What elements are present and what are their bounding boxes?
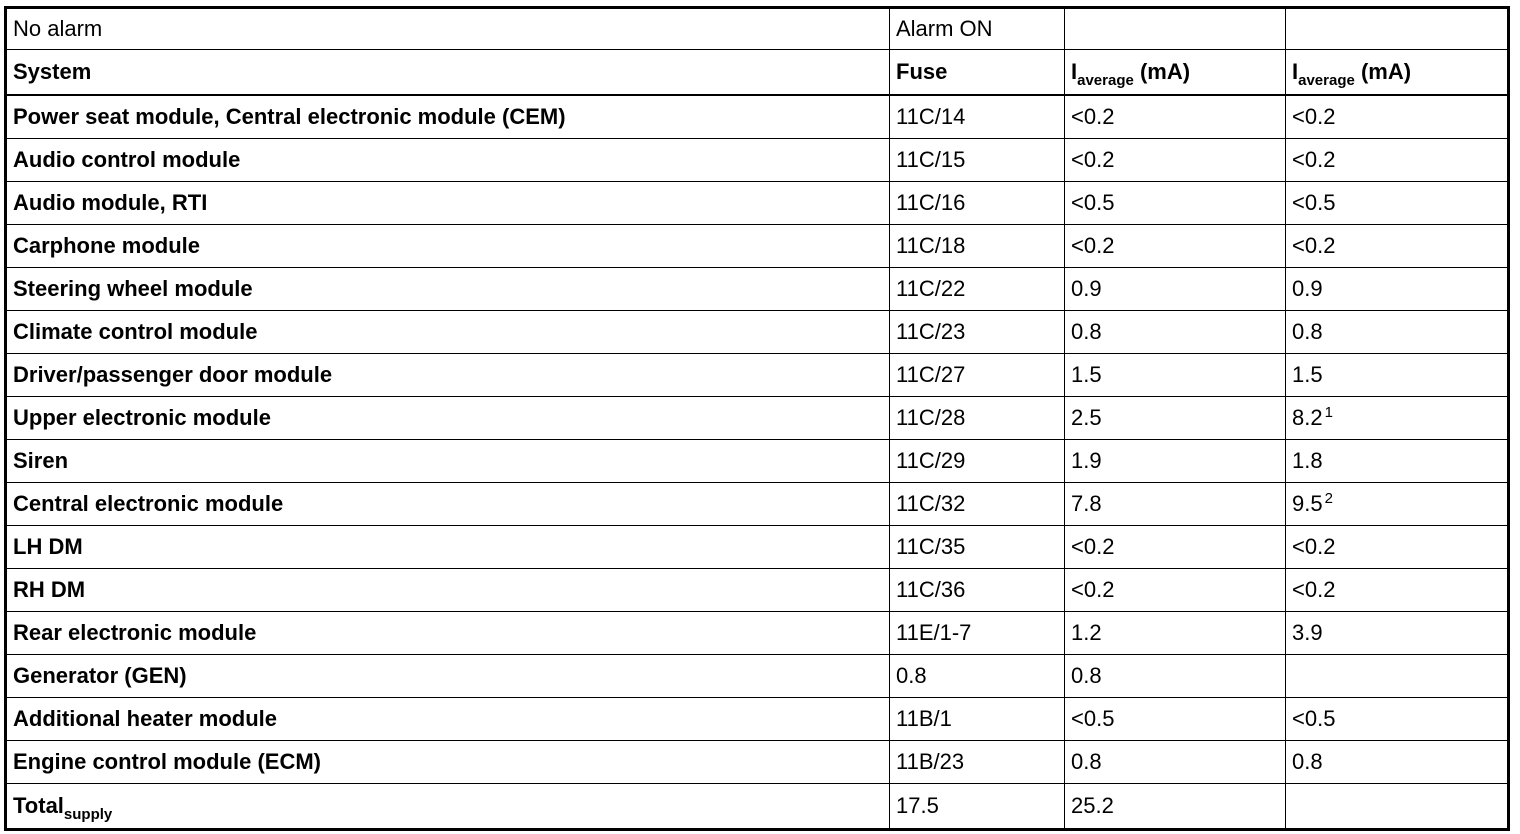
fuse-cell: 11C/23 <box>890 311 1065 354</box>
table-row <box>6 397 1509 440</box>
fuse-cell: 11C/32 <box>890 483 1065 526</box>
fuse-cell: 11C/16 <box>890 182 1065 225</box>
system-cell: Power seat module, Central electronic module (CEM) <box>6 95 890 139</box>
alarm-on-current-cell <box>1286 741 1509 784</box>
no-alarm-current-cell: <0.5 <box>1065 698 1286 741</box>
table-row <box>6 440 1509 483</box>
alarm-on-current-cell <box>1286 397 1509 440</box>
alarm-on-current-value: 3.9 <box>1292 620 1323 645</box>
alarm-on-current-cell <box>1286 268 1509 311</box>
alarm-on-current-cell <box>1286 225 1509 268</box>
no-alarm-current-cell: 1.2 <box>1065 612 1286 655</box>
alarm-on-current-cell <box>1286 569 1509 612</box>
system-cell: Generator (GEN) <box>6 655 890 698</box>
fuse-cell: 11C/27 <box>890 354 1065 397</box>
i-average-alarm-on-header <box>1286 50 1509 96</box>
no-alarm-current-cell: 7.8 <box>1065 483 1286 526</box>
no-alarm-current-cell: 1.5 <box>1065 354 1286 397</box>
no-alarm-current-cell: 0.8 <box>1065 311 1286 354</box>
system-cell: Audio control module <box>6 139 890 182</box>
system-cell: RH DM <box>6 569 890 612</box>
current-consumption-table <box>4 6 1510 831</box>
i-letter: I <box>1292 59 1299 84</box>
system-column-header: System <box>6 50 890 96</box>
total-col4-cell <box>1286 784 1509 830</box>
table-row <box>6 612 1509 655</box>
no-alarm-current-cell: 0.8 <box>1065 741 1286 784</box>
total-supply-label-cell <box>6 784 890 830</box>
no-alarm-current-cell: <0.2 <box>1065 569 1286 612</box>
i-letter: I <box>1071 59 1078 84</box>
no-alarm-current-cell: <0.2 <box>1065 95 1286 139</box>
table-body <box>6 8 1509 830</box>
system-cell: Climate control module <box>6 311 890 354</box>
footnote-marker: 1 <box>1324 404 1333 421</box>
fuse-cell: 11C/36 <box>890 569 1065 612</box>
total-label: Total <box>13 793 64 818</box>
alarm-on-current-cell <box>1286 440 1509 483</box>
fuse-cell: 11C/18 <box>890 225 1065 268</box>
table-row <box>6 526 1509 569</box>
no-alarm-current-cell: 0.8 <box>1065 655 1286 698</box>
no-alarm-current-cell: <0.2 <box>1065 526 1286 569</box>
alarm-on-current-value: <0.2 <box>1292 233 1336 258</box>
total-subscript: supply <box>63 806 113 823</box>
system-cell: Engine control module (ECM) <box>6 741 890 784</box>
table-row <box>6 741 1509 784</box>
no-alarm-current-cell: 2.5 <box>1065 397 1286 440</box>
alarm-on-current-cell <box>1286 483 1509 526</box>
no-alarm-current-cell: <0.5 <box>1065 182 1286 225</box>
i-unit: (mA) <box>1139 59 1191 84</box>
alarm-on-current-value: <0.2 <box>1292 104 1336 129</box>
fuse-cell: 11E/1-7 <box>890 612 1065 655</box>
no-alarm-current-cell: <0.2 <box>1065 225 1286 268</box>
alarm-on-current-cell <box>1286 95 1509 139</box>
empty-header-cell-3 <box>1065 8 1286 50</box>
system-cell: Central electronic module <box>6 483 890 526</box>
fuse-cell: 11C/28 <box>890 397 1065 440</box>
table-row <box>6 354 1509 397</box>
alarm-on-current-value: 8.2 <box>1292 405 1323 430</box>
alarm-on-current-cell <box>1286 526 1509 569</box>
i-unit: (mA) <box>1360 59 1412 84</box>
alarm-on-current-cell <box>1286 655 1509 698</box>
i-average-no-alarm-header <box>1065 50 1286 96</box>
alarm-on-current-value: <0.5 <box>1292 190 1336 215</box>
table-row <box>6 311 1509 354</box>
alarm-on-current-value: 1.5 <box>1292 362 1323 387</box>
current-consumption-table-wrap <box>4 6 1510 831</box>
i-subscript: average <box>1077 72 1134 89</box>
system-cell: Additional heater module <box>6 698 890 741</box>
system-cell: Audio module, RTI <box>6 182 890 225</box>
fuse-cell: 11B/23 <box>890 741 1065 784</box>
alarm-on-current-value: <0.2 <box>1292 534 1336 559</box>
alarm-on-current-cell <box>1286 139 1509 182</box>
system-cell: Upper electronic module <box>6 397 890 440</box>
footnote-marker: 2 <box>1324 490 1333 507</box>
no-alarm-current-cell: 0.9 <box>1065 268 1286 311</box>
total-col2-cell: 17.5 <box>890 784 1065 830</box>
total-supply-row <box>6 784 1509 830</box>
alarm-on-current-value: 0.9 <box>1292 276 1323 301</box>
empty-header-cell-4 <box>1286 8 1509 50</box>
alarm-on-current-cell <box>1286 311 1509 354</box>
no-alarm-header: No alarm <box>6 8 890 50</box>
table-row <box>6 483 1509 526</box>
alarm-on-current-value: 9.5 <box>1292 491 1323 516</box>
fuse-cell: 11C/35 <box>890 526 1065 569</box>
table-row <box>6 182 1509 225</box>
system-cell: LH DM <box>6 526 890 569</box>
fuse-cell: 11B/1 <box>890 698 1065 741</box>
fuse-cell: 11C/29 <box>890 440 1065 483</box>
table-row <box>6 225 1509 268</box>
alarm-on-current-cell <box>1286 182 1509 225</box>
table-row <box>6 655 1509 698</box>
system-cell: Driver/passenger door module <box>6 354 890 397</box>
alarm-on-current-value: 0.8 <box>1292 319 1323 344</box>
alarm-on-header: Alarm ON <box>890 8 1065 50</box>
table-row <box>6 268 1509 311</box>
table-row <box>6 698 1509 741</box>
i-subscript: average <box>1298 72 1355 89</box>
no-alarm-current-cell: <0.2 <box>1065 139 1286 182</box>
table-top-header-row <box>6 8 1509 50</box>
alarm-on-current-value: 1.8 <box>1292 448 1323 473</box>
alarm-on-current-cell <box>1286 354 1509 397</box>
fuse-cell: 11C/15 <box>890 139 1065 182</box>
fuse-column-header: Fuse <box>890 50 1065 96</box>
system-cell: Rear electronic module <box>6 612 890 655</box>
alarm-on-current-value: <0.2 <box>1292 577 1336 602</box>
table-row <box>6 95 1509 139</box>
alarm-on-current-cell <box>1286 698 1509 741</box>
system-cell: Steering wheel module <box>6 268 890 311</box>
alarm-on-current-cell <box>1286 612 1509 655</box>
system-cell: Siren <box>6 440 890 483</box>
alarm-on-current-value: <0.5 <box>1292 706 1336 731</box>
total-col3-cell: 25.2 <box>1065 784 1286 830</box>
table-row <box>6 139 1509 182</box>
fuse-cell: 11C/22 <box>890 268 1065 311</box>
fuse-cell: 0.8 <box>890 655 1065 698</box>
table-row <box>6 569 1509 612</box>
table-column-header-row <box>6 50 1509 96</box>
no-alarm-current-cell: 1.9 <box>1065 440 1286 483</box>
fuse-cell: 11C/14 <box>890 95 1065 139</box>
system-cell: Carphone module <box>6 225 890 268</box>
alarm-on-current-value: 0.8 <box>1292 749 1323 774</box>
alarm-on-current-value: <0.2 <box>1292 147 1336 172</box>
